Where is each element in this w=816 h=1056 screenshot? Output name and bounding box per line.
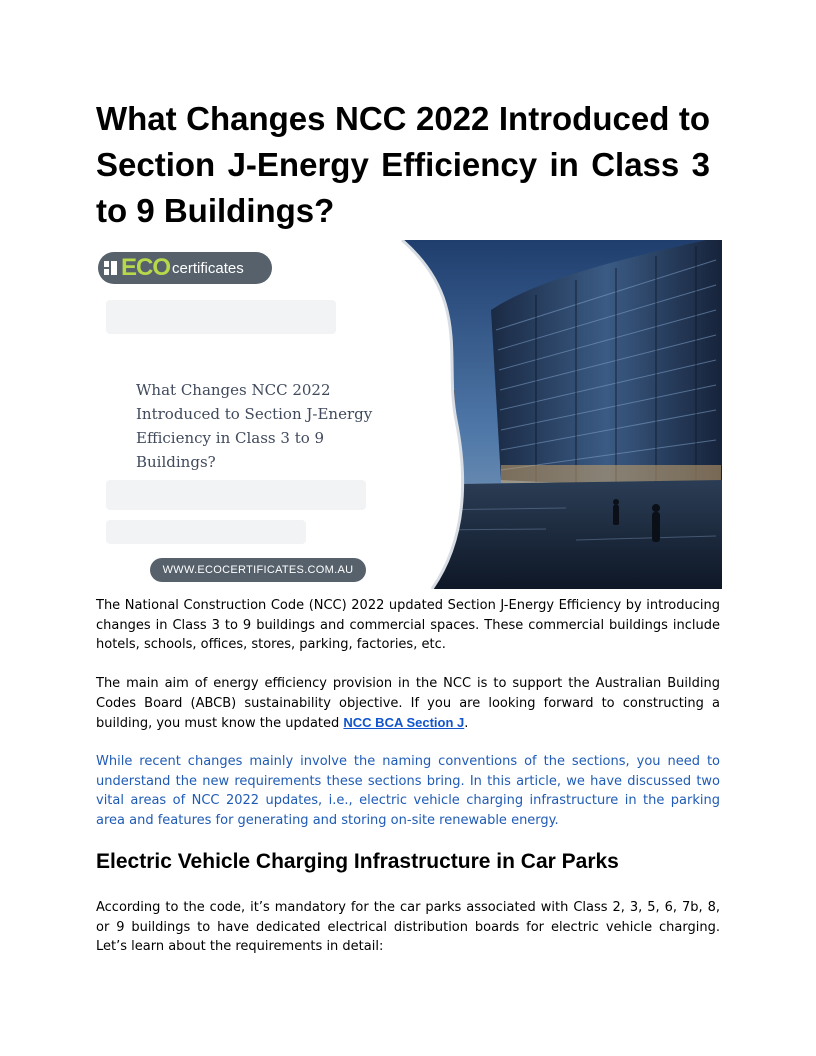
section-heading: Electric Vehicle Charging Infrastructure in Car Parks bbox=[96, 850, 619, 873]
building-photo bbox=[396, 240, 722, 589]
section-paragraph: According to the code, it’s mandatory for the car parks associated with Class 2, 3, 5, 6, 7b, 8, or 9 buildings to have dedicated electrical distribution boards for electric vehicle charging. Let’s learn about the requirements in detail: bbox=[96, 900, 720, 955]
logo-certificates-text: certificates bbox=[172, 259, 244, 277]
overview-paragraph: While recent changes mainly involve the naming conventions of the sections, you need to understand the new requirements these sections bring. In this article, we have discussed two vital areas of NCC 2022 updates, i.e., electric vehicle charging infrastructure in the parking area and features for generating and storing on-site renewable energy. bbox=[96, 754, 720, 828]
eco-certificates-logo bbox=[98, 252, 272, 284]
aim-paragraph-text: The main aim of energy efficiency provision in the NCC is to support the Australian Building Codes Board (ABCB) sustainability objective. If you are looking forward to constructing a building, you must know the updated bbox=[96, 676, 720, 732]
logo-mark-icon bbox=[104, 259, 118, 277]
intro-paragraph: The National Construction Code (NCC) 2022 updated Section J-Energy Efficiency by introducing changes in Class 3 to 9 buildings and commercial spaces. These commercial buildings include hotels, schools, offices, stores, parking, factories, etc. bbox=[96, 598, 720, 653]
website-url-pill: WWW.ECOCERTIFICATES.COM.AU bbox=[150, 558, 366, 582]
page-title: What Changes NCC 2022 Introduced to Section J-Energy Efficiency in Class 3 to 9 Buildings? bbox=[96, 100, 710, 229]
logo-eco-text: ECO bbox=[121, 254, 171, 281]
hero-banner-image bbox=[96, 240, 722, 589]
aim-paragraph bbox=[96, 674, 720, 734]
hero-title: What Changes NCC 2022 Introduced to Section J-Energy Efficiency in Class 3 to 9 Buildings? bbox=[136, 381, 373, 471]
aim-paragraph-end: . bbox=[464, 716, 469, 732]
ncc-bca-section-j-link[interactable]: NCC BCA Section J bbox=[343, 715, 465, 731]
